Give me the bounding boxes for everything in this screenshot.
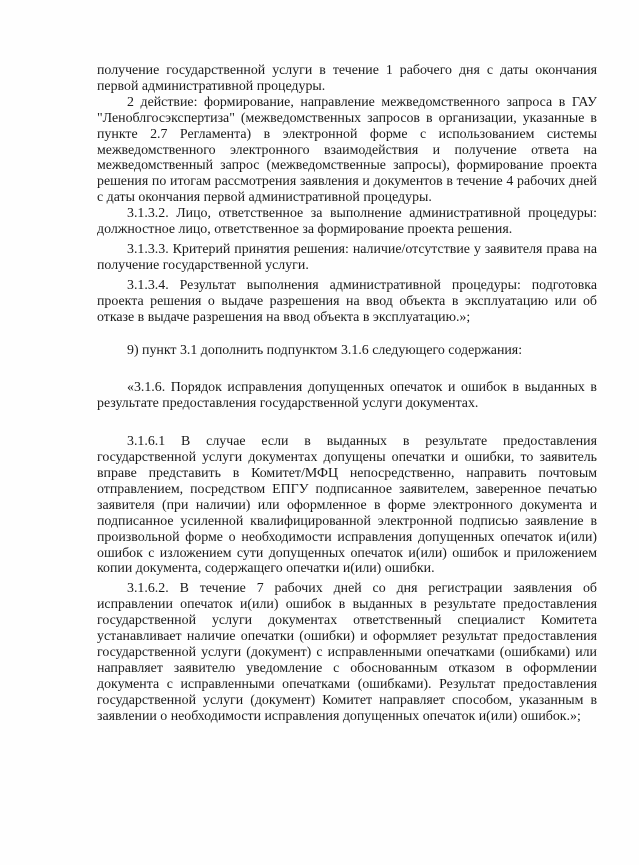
- paragraph-action-2: 2 действие: формирование, направление межведомственного запроса в ГАУ "Леноблгосэкспертиза" (межведомственных запросов в организации, указанные в пункте 2.7 Регламента) в электронной форме с использованием системы межведомственного электронного взаимодействия и получение ответа на межведомственный запрос (межведомственные запросы), формирование проекта решения по итогам рассмотрения заявления и документов в течение 4 рабочих дней с даты окончания первой административной процедуры.: [97, 94, 597, 206]
- document-body: [97, 63, 597, 725]
- paragraph-3-1-3-2: 3.1.3.2. Лицо, ответственное за выполнение административной процедуры: должностное лицо, ответственное за формирование проекта решения.: [97, 206, 597, 238]
- paragraph-3-1-6-1: 3.1.6.1 В случае если в выданных в результате предоставления государственной услуги документах допущены опечатки и ошибки, то заявитель вправе представить в Комитет/МФЦ непосредственно, направить почтовым отправлением, посредством ЕПГУ подписанное заявителем, заверенное печатью заявителя (при наличии) или оформленное в форме электронного документа и подписанное усиленной квалифицированной электронной подписью заявление в произвольной форме о необходимости исправления допущенных опечаток и(или) ошибок с изложением сути допущенных опечаток и(или) ошибок и приложением копии документа, содержащего опечатки и(или) ошибки.: [97, 434, 597, 577]
- paragraph-3-1-3-3: 3.1.3.3. Критерий принятия решения: наличие/отсутствие у заявителя права на получение государственной услуги.: [97, 241, 597, 273]
- paragraph-item-9: 9) пункт 3.1 дополнить подпунктом 3.1.6 следующего содержания:: [127, 342, 523, 358]
- paragraph-continuation: получение государственной услуги в течение 1 рабочего дня с даты окончания первой административной процедуры.: [97, 63, 597, 94]
- paragraph-3-1-3-4: 3.1.3.4. Результат выполнения административной процедуры: подготовка проекта решения о выдаче разрешения на ввод объекта в эксплуатацию или об отказе в выдаче разрешения на ввод объекта в эксплуатацию.»;: [97, 277, 597, 325]
- paragraph-3-1-6: «3.1.6. Порядок исправления допущенных опечаток и ошибок в выданных в результате предоставления государственной услуги документах.: [97, 380, 597, 412]
- paragraph-3-1-6-2: 3.1.6.2. В течение 7 рабочих дней со дня регистрации заявления об исправлении опечаток и(или) ошибок в выданных в результате предоставления государственной услуги документах ответственный специалист Комитета устанавливает наличие опечатки (ошибки) и оформляет результат предоставления государственной услуги (документ) с исправленными опечатками (ошибками) или направляет заявителю уведомление с обоснованным отказом в оформлении документа с исправленными опечатками (ошибками). Результат предоставления государственной услуги (документ) Комитет направляет способом, указанным в заявлении о необходимости исправления допущенных опечаток и(или) ошибок.»;: [97, 581, 597, 724]
